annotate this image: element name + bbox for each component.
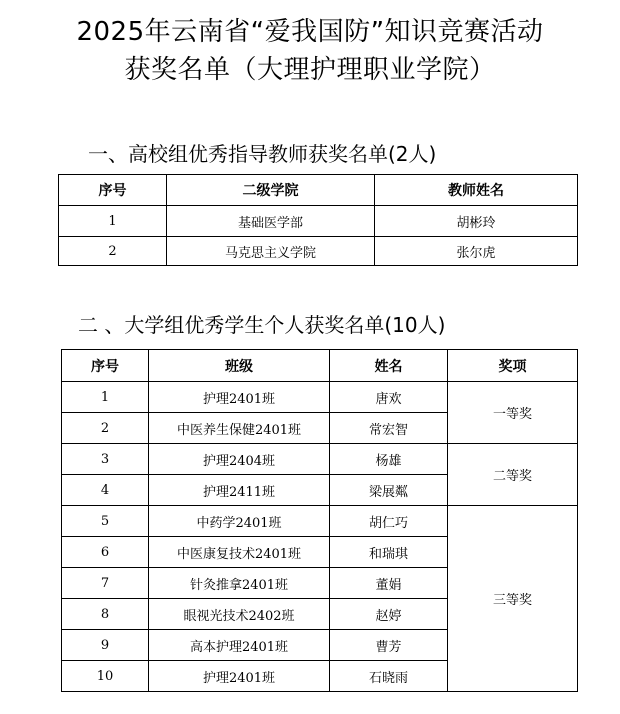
cell-student-name: 曹芳: [330, 630, 448, 661]
cell-class: 护理2401班: [149, 661, 330, 692]
table-row: [59, 206, 578, 237]
section2-heading: 二 、大学组优秀学生个人获奖名单(10人): [78, 313, 446, 337]
cell-index: 6: [62, 537, 149, 568]
cell-index: 3: [62, 444, 149, 475]
section1-heading: 一、高校组优秀指导教师获奖名单(2人): [88, 142, 437, 166]
table-header-row: [59, 175, 578, 206]
cell-student-name: 赵婷: [330, 599, 448, 630]
cell-index: 2: [59, 237, 167, 266]
cell-student-name: 董娟: [330, 568, 448, 599]
cell-class: 眼视光技术2402班: [149, 599, 330, 630]
header-index: 序号: [62, 350, 149, 382]
cell-index: 10: [62, 661, 149, 692]
cell-class: 中药学2401班: [149, 506, 330, 537]
cell-index: 8: [62, 599, 149, 630]
cell-index: 1: [62, 382, 149, 413]
cell-index: 7: [62, 568, 149, 599]
cell-student-name: 常宏智: [330, 413, 448, 444]
cell-class: 护理2404班: [149, 444, 330, 475]
table-row: [62, 382, 578, 413]
header-index: 序号: [59, 175, 167, 206]
cell-index: 1: [59, 206, 167, 237]
cell-class: 高本护理2401班: [149, 630, 330, 661]
document-title-line2: 获奖名单（大理护理职业学院）: [124, 55, 496, 85]
cell-college: 基础医学部: [167, 206, 375, 237]
teacher-award-table: [58, 174, 578, 266]
cell-student-name: 唐欢: [330, 382, 448, 413]
cell-student-name: 梁展粼: [330, 475, 448, 506]
header-teacher-name: 教师姓名: [375, 175, 578, 206]
cell-college: 马克思主义学院: [167, 237, 375, 266]
cell-index: 2: [62, 413, 149, 444]
header-college: 二级学院: [167, 175, 375, 206]
header-class: 班级: [149, 350, 330, 382]
table-row: [62, 444, 578, 475]
cell-student-name: 胡仁巧: [330, 506, 448, 537]
cell-index: 5: [62, 506, 149, 537]
cell-student-name: 石晓雨: [330, 661, 448, 692]
cell-student-name: 杨雄: [330, 444, 448, 475]
cell-class: 针灸推拿2401班: [149, 568, 330, 599]
cell-index: 9: [62, 630, 149, 661]
cell-student-name: 和瑞琪: [330, 537, 448, 568]
table-row: [62, 506, 578, 537]
header-award: 奖项: [448, 350, 578, 382]
table-row: [59, 237, 578, 266]
document-title-line1: 2025年云南省“爱我国防”知识竞赛活动: [76, 17, 544, 47]
student-award-table: [61, 349, 578, 692]
cell-class: 中医康复技术2401班: [149, 537, 330, 568]
cell-teacher-name: 张尔虎: [375, 237, 578, 266]
table-header-row: [62, 350, 578, 382]
cell-award-second: 二等奖: [448, 444, 578, 506]
cell-award-first: 一等奖: [448, 382, 578, 444]
cell-class: 护理2411班: [149, 475, 330, 506]
cell-award-third: 三等奖: [448, 506, 578, 692]
cell-teacher-name: 胡彬玲: [375, 206, 578, 237]
cell-class: 护理2401班: [149, 382, 330, 413]
header-student-name: 姓名: [330, 350, 448, 382]
cell-index: 4: [62, 475, 149, 506]
cell-class: 中医养生保健2401班: [149, 413, 330, 444]
